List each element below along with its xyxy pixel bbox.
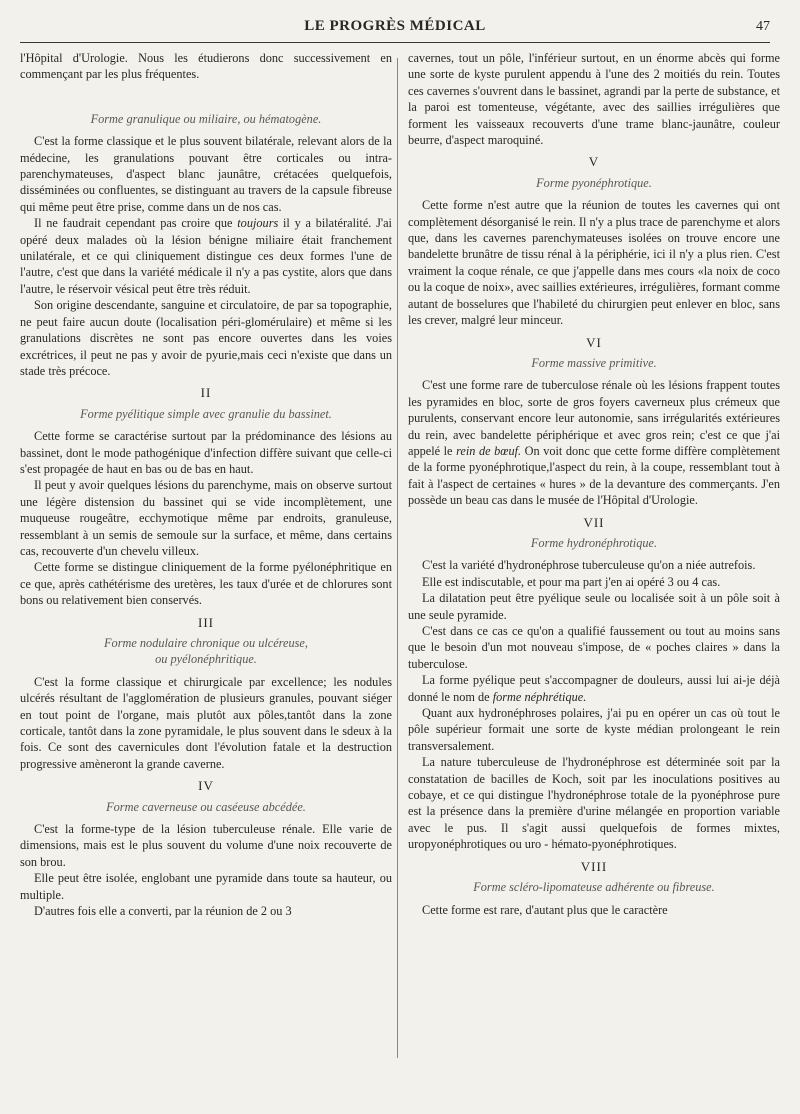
paragraph: C'est la forme-type de la lésion tuberculeuse rénale. Elle varie de dimensions, mais est le plus souvent du volume d'une noix recouverte de son brou. — [20, 822, 392, 869]
section-number: VII — [583, 514, 605, 530]
paragraph: C'est dans ce cas ce qu'on a qualifié faussement ou tout au moins sans que le besoin d'un mot nouveau s'impose, de « poches claires » dans la tuberculose. — [408, 624, 780, 671]
section-number: VIII — [580, 858, 608, 874]
paragraph: Elle peut être isolée, englobant une pyramide dans toute sa hauteur, ou multiple. — [20, 871, 392, 902]
section-title: Forme pyélitique simple avec granulie du bassinet. — [80, 406, 332, 421]
paragraph: La dilatation peut être pyélique seule ou localisée soit à un pôle soit à une seule pyramide. — [408, 591, 780, 622]
section-title — [20, 635, 392, 668]
section-title: Forme granulique ou miliaire, ou hématogène. — [90, 111, 322, 126]
page-header — [20, 12, 770, 40]
column-divider — [397, 58, 398, 1058]
text-run: il y a bilatéralité. J'ai opéré deux malades où la lésion bénigne miliaire était franchement unilatérale, et ce qui cliniquement distingue ces deux formes l'une de l'autre, c'est que dans la variété médicale il n'y a pas cystite, alors que dans l'autre, le réservoir vésical peut être très réduit. — [20, 216, 392, 296]
paragraph: Quant aux hydronéphroses polaires, j'ai pu en opérer un cas où tout le pôle supérieur formait une sorte de kyste médian prolongeant le rein transversalement. — [408, 706, 780, 753]
emphasis: forme néphrétique. — [492, 689, 587, 704]
emphasis: rein de bœuf. — [456, 443, 522, 458]
text-run: C'est une forme rare de tuberculose rénale où les lésions frappent toutes les pyramides en bloc, sorte de gros foyers caverneux plus crémeux que purulents, conservant encore leur autonomie, sans irrégularités extérieures du rein, avec bandelette périphérique et avec gros rein; c'est ce que j'ai appelé le — [408, 378, 780, 458]
header-rule — [20, 42, 770, 43]
paragraph: Elle est indiscutable, et pour ma part j'en ai opéré 3 ou 4 cas. — [422, 574, 721, 589]
paragraph: C'est la forme classique et le plus souvent bilatérale, relevant alors de la médecine, les granulations pouvant être corticales ou intra-parenchymateuses, d'aspect blanc jaunâtre, crétacées quelquefois, disséminées ou confluentes, se distinguant au travers de la capsule fibreuse qui même peut être prise, comme dans un de nos cas. — [20, 134, 392, 214]
text-run: La forme pyélique peut s'accompagner de douleurs, aussi lui ai-je déjà donné le nom de — [408, 673, 780, 704]
paragraph: Son origine descendante, sanguine et circulatoire, de par sa topographie, ne peut faire aucun doute (localisation péri-glomérulaire) et même si les granulations discrètes ne sont pas encore ouvertes dans les voies excrétrices, il peut ne pas y avoir de pyurie,mais ceci n'existe que dans un stade très précoce. — [20, 298, 392, 378]
section-title-line: ou pyélonéphritique. — [155, 652, 257, 667]
section-title: Forme hydronéphrotique. — [530, 535, 658, 550]
paragraph: l'Hôpital d'Urologie. Nous les étudierons donc successivement en commençant par les plus fréquentes. — [20, 51, 392, 82]
section-number: II — [200, 385, 212, 401]
paragraph — [20, 215, 392, 297]
section-title: Forme massive primitive. — [531, 355, 657, 370]
emphasis: toujours — [237, 216, 279, 231]
page-number: 47 — [756, 19, 770, 34]
paragraph: C'est la forme classique et chirurgicale par excellence; les nodules ulcérés résultant de l'agglomération de plusieurs granules, pouvant siéger en tout point de l'organe, mais plutôt aux pôles,tantôt dans la zone corticale, tantôt dans la zone pyramidale, le plus souvent dans le sdeux à la fois. Ce sont des cavernicules dont l'évolution fatale et la destruction progressive amèneront la grande caverne. — [20, 674, 392, 771]
section-title: Forme scléro-lipomateuse adhérente ou fibreuse. — [473, 880, 715, 895]
section-number: IV — [198, 778, 214, 794]
text-run: On voit donc que cette forme diffère complètement de la forme pyonéphrotique,l'aspect du rein, à la coupe, ressemblant tout à fait à l'aspect de certaines « hures » de la devanture des commerçants. J'en possède un beau cas dans le musée de l'Hôpital d'Urologie. — [408, 443, 780, 508]
spacer — [20, 83, 392, 109]
paragraph: Cette forme se distingue cliniquement de la forme pyélonéphritique en ce que, après cathétérisme des uretères, les taux d'urée et de chlorures sont bons ou relativement bien conservés. — [20, 560, 392, 608]
running-title: LE PROGRÈS MÉDICAL — [304, 18, 486, 34]
text-run: Il ne faudrait cependant pas croire que — [34, 216, 233, 231]
paragraph: Cette forme est rare, d'autant plus que le caractère — [422, 902, 668, 917]
paragraph: D'autres fois elle a converti, par la réunion de 2 ou 3 — [34, 904, 292, 919]
section-number: VI — [586, 334, 602, 350]
paragraph: Il peut y avoir quelques lésions du parenchyme, mais on observe surtout une légère distension du bassinet qui se vide incomplètement, une muqueuse rougeâtre, ecchymotique même par endroits, granuleuse, ressemblant à un semis de semoule sur la surface, et même, dans certains cas, recouverte d'un chevelu villeux. — [20, 478, 392, 558]
section-number: V — [588, 154, 600, 170]
paragraph: C'est la variété d'hydronéphrose tuberculeuse qu'on a niée autrefois. — [422, 558, 756, 573]
paragraph: La nature tuberculeuse de l'hydronéphrose est déterminée soit par la constatation de bacilles de Koch, soit par les inoculations positives au cobaye, et ce qui distingue l'hydronéphrose totale de la pyonéphrose pure est la présence dans la première d'urine mélangée en proportion variable avec le pus. Il s'agit aussi quelquefois de formes mixtes, uropyonéphrotiques ou uro - hémato-pyonéphrotiques. — [408, 755, 780, 852]
left-column — [20, 50, 392, 920]
paragraph: Cette forme n'est autre que la réunion de toutes les cavernes qui ont complètement désorganisé le rein. Il n'y a plus trace de parenchyme et alors que, dans les cavernes parenchymateuses isolées on trouve encore une bandelette brunâtre de tissu rénal à la périphérie, ici il n'y a plus rien. C'est vraiment la coque rénale, ce que j'appelle dans mes cours «la noix de coco ou la coque de noix», avec saillies extérieures, irrégulières, formant comme autant de bosselures que l'habileté du chirurgien peut enlever en bloc, sans les crever, malgré leur minceur. — [408, 198, 780, 328]
paragraph — [408, 377, 780, 508]
section-number: III — [198, 614, 214, 630]
section-title-line: Forme nodulaire chronique ou ulcéreuse, — [104, 636, 308, 650]
paragraph — [408, 672, 780, 705]
paragraph: Cette forme se caractérise surtout par la prédominance des lésions au bassinet, dont le mode pathogénique d'infection diffère suivant que celle-ci s'est propagée de haut en bas ou de bas en haut. — [20, 429, 392, 476]
paragraph: cavernes, tout un pôle, l'inférieur surtout, en un énorme abcès qui forme une sorte de kyste purulent appendu à l'une des 2 moitiés du rein. Toutes ces cavernes s'ouvrent dans le bassinet, agrandi par la perte de substance, et la paroi est tomenteuse, végétante, avec des saillies irrégulières que forment les vaisseaux recouverts d'une trame blanc-jaunâtre, couleur beurre, d'aspect maroquiné. — [408, 51, 780, 148]
section-title: Forme caverneuse ou caséeuse abcédée. — [106, 799, 306, 814]
section-title: Forme pyonéphrotique. — [536, 175, 652, 190]
right-column — [408, 50, 780, 918]
